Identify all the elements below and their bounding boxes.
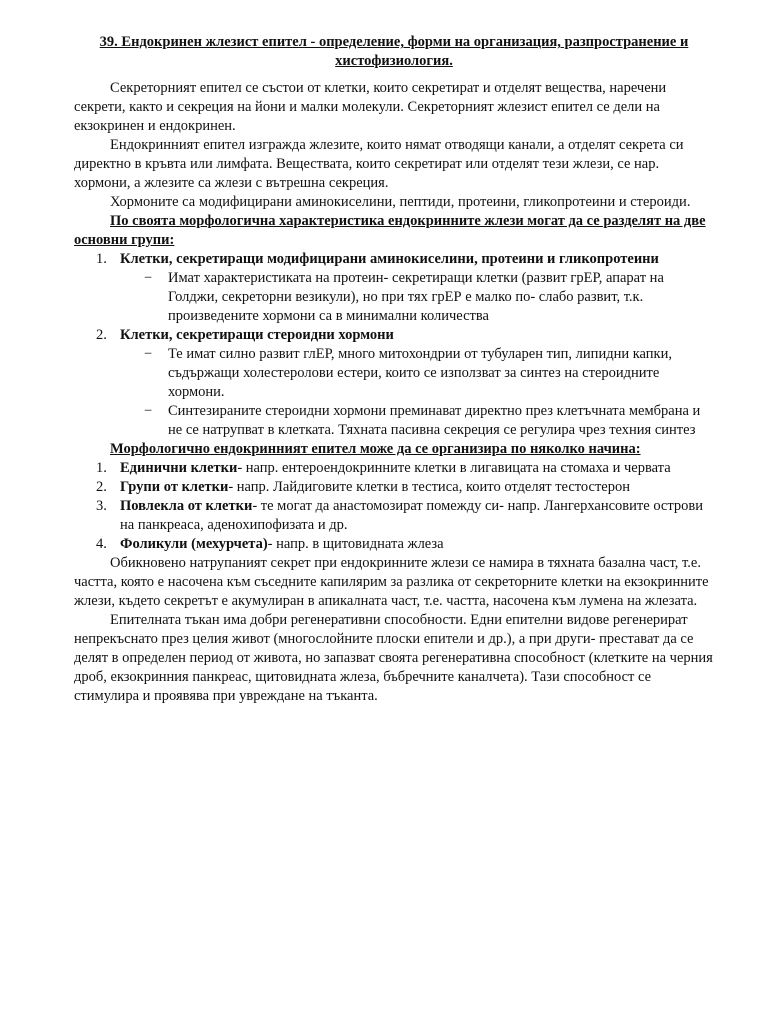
- paragraph-hormones: Хормоните са модифицирани аминокиселини, пептиди, протеини, гликопротеини и стероиди.: [110, 194, 691, 210]
- paragraph-secretory-epithelium: Секреторният епител се състои от клетки, които секретират и отделят вещества, наречени секрети, както и секреция на йони и малки молекули. Секреторният жлезист епител се дели на екзокринен и ендокринен.: [74, 80, 667, 134]
- group-title: Клетки, секретиращи стероидни хормони: [120, 327, 394, 343]
- section2-heading: Морфологично ендокринният епител може да се организира по няколко начина:: [110, 441, 641, 457]
- document-body: [74, 79, 714, 706]
- paragraph-endocrine-epithelium: Ендокринният епител изгражда жлезите, които нямат отводящи канали, а отделят секрета си директно в кръвта или лимфата. Веществата, които секретират или отделят тези жлези, се нар. хормони, а жлезите са жлези с вътрешна секреция.: [74, 137, 684, 191]
- dash-bullet-icon: −: [144, 403, 153, 419]
- organization-item: [74, 497, 714, 535]
- section1-heading: По своята морфологична характеристика ендокринните жлези могат да се разделят на две основни групи:: [74, 213, 706, 248]
- dash-bullet-icon: −: [144, 346, 153, 362]
- group-bullet: [74, 402, 714, 440]
- organization-term: Групи от клетки: [120, 479, 229, 495]
- bullet-text: Те имат силно развит глЕР, много митохондрии от тубуларен тип, липидни капки, съдържащи холестеролови естери, които се използват за синтез на стероидните хормони.: [168, 346, 672, 400]
- organization-text: - те могат да анастомозират помежду си- напр. Лангерхансовите острови на панкреаса, аденохипофизата и др.: [120, 498, 703, 533]
- organization-text: - напр. ентероендокринните клетки в лигавицата на стомаха и червата: [237, 460, 671, 476]
- list-number: 1.: [96, 251, 107, 267]
- paragraph-regeneration: Епителната тъкан има добри регенеративни способности. Едни епителни видове регенерират непрекъснато през целия живот (многослойните плоски епители и др.), а при други- престават да се делят в определен период от живота, но запазват своята регенеративна способност (клетките на черния дроб, екзокринния панкреас, щитовидната жлеза, бъбречните каналчета). Тази способност се стимулира и проявява при увреждане на тъканта.: [74, 612, 713, 704]
- list-number: 2.: [96, 327, 107, 343]
- organization-text: - напр. Лайдиговите клетки в тестиса, които отделят тестостерон: [228, 479, 631, 495]
- bullet-text: Синтезираните стероидни хормони преминават директно през клетъчната мембрана и не се натрупват в клетката. Тяхната пасивна секреция се регулира чрез техния синтез: [168, 403, 701, 438]
- document-title: 39. Ендокринен жлезист епител - определение, форми на организация, разпространение и хистофизиология.: [99, 34, 689, 69]
- group-bullet: [74, 345, 714, 402]
- bullet-text: Имат характеристиката на протеин- секретиращи клетки (развит грЕР, апарат на Голджи, секреторни везикули), но при тях грЕР е малко по- слабо развит, т.к. произведените хормони са в минимални количества: [168, 270, 664, 324]
- organization-term: Фоликули (мехурчета): [120, 536, 268, 552]
- list-number: 2.: [96, 479, 107, 495]
- list-number: 3.: [96, 498, 107, 514]
- organization-term: Единични клетки: [120, 460, 238, 476]
- organization-text: - напр. в щитовидната жлеза: [267, 536, 444, 552]
- group-bullet: [74, 269, 714, 326]
- list-number: 4.: [96, 536, 107, 552]
- dash-bullet-icon: −: [144, 270, 153, 286]
- group-item: [74, 326, 714, 345]
- paragraph-secret-location: Обикновено натрупаният секрет при ендокринните жлези се намира в тяхната базална част, т.е. частта, която е насочена към съседните капилярим за разлика от секреторните клетки на екзокринните жлези, където секретът е акумулиран в апикалната част, т.е. частта, насочена към лумена на жлезата.: [74, 555, 709, 609]
- organization-item: [74, 459, 714, 478]
- organization-item: [74, 535, 714, 554]
- organization-item: [74, 478, 714, 497]
- organization-term: Повлекла от клетки: [120, 498, 253, 514]
- group-title: Клетки, секретиращи модифицирани аминокиселини, протеини и гликопротеини: [120, 251, 659, 267]
- group-item: [74, 250, 714, 269]
- list-number: 1.: [96, 460, 107, 476]
